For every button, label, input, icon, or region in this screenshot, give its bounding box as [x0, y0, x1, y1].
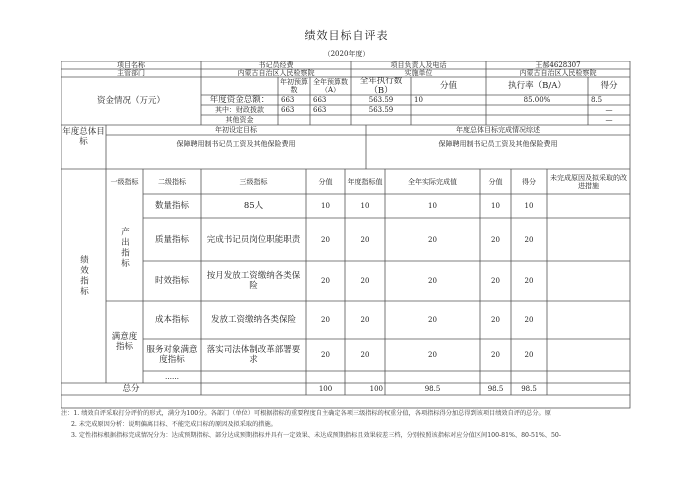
- total-label: 总分: [122, 384, 140, 394]
- row-satisfaction-lvl2: 服务对象满意度指标: [146, 345, 198, 365]
- row-quality-lvl3: 完成书记员岗位职能职责: [206, 234, 301, 245]
- row-timeliness-score: 20: [321, 277, 330, 285]
- total-score2: 98.5: [487, 385, 504, 393]
- funds-row-fiscal-name: 其中：财政拨款: [215, 106, 264, 114]
- row-quantity-lvl3: 85人: [243, 201, 264, 211]
- project-leader-label: 项目负责人及电话: [390, 61, 447, 69]
- footnote-3: 3. 定性指标根据指标完成情况分为：达成预期指标、部分达成预期指标并具有一定效果、未达成预期指标且效果较差三档，分别按照该指标对应分值区间100-81%、80-51%、50-: [71, 432, 561, 439]
- row-timeliness-target: 20: [360, 277, 370, 285]
- output-indicators-label: 产出指标: [119, 226, 130, 269]
- total-score: 100: [318, 385, 333, 393]
- goals-plan-label: 年初设定目标: [215, 126, 257, 134]
- satisfaction-indicators-label: 满意度指标: [111, 332, 138, 352]
- row-satisfaction-actual: 20: [428, 351, 437, 359]
- funds-col-full: 全年预算数（A）: [313, 78, 348, 94]
- footnote-2: 2. 未完成原因分析：说明偏离目标、不能完成目标的原因及拟采取的措施。: [71, 421, 277, 428]
- goals-done-text: 保障聘用制书记员工资及其他保险费用: [438, 140, 558, 148]
- row-quantity-points: 10: [524, 202, 534, 210]
- row-quality-target: 20: [360, 235, 370, 244]
- project-name-value: 书记员经费: [258, 61, 294, 69]
- report-title: 绩效目标自评表: [304, 29, 389, 42]
- hdr-lvl1: 一级指标: [110, 177, 139, 186]
- row-timeliness-actual: 20: [428, 277, 437, 285]
- impl-label: 实施单位: [404, 69, 433, 77]
- row-quality-actual: 20: [428, 235, 437, 244]
- funds-row-fiscal-full: 663: [313, 106, 327, 114]
- funds-row-other-name: 其他资金: [225, 116, 254, 124]
- hdr-points: 得分: [522, 177, 536, 186]
- goals-label: 年度总体目标: [62, 127, 105, 147]
- row-quality-lvl2: 质量指标: [154, 234, 189, 245]
- funds-row-total-name: 年度资金总额：: [209, 95, 270, 105]
- row-quality-score2: 20: [491, 235, 500, 244]
- row-cost-points: 20: [524, 316, 534, 324]
- self-evaluation-table: [61, 61, 631, 411]
- dept-value: 内蒙古自治区人民检察院: [237, 69, 315, 77]
- dept-label: 主管部门: [117, 69, 145, 77]
- goals-plan-text: 保障聘用制书记员工资及其他保险费用: [176, 140, 296, 148]
- hdr-lvl2: 二级指标: [158, 177, 186, 186]
- funds-row-other-points: —: [605, 116, 613, 124]
- hdr-reason: 未完成原因及拟采取的改进措施: [550, 173, 627, 190]
- funds-row-total-rate: 85.00%: [523, 96, 551, 104]
- funds-row-total-score: 10: [414, 96, 423, 104]
- row-quantity-score2: 10: [491, 202, 500, 210]
- footnote-1: 注：1. 绩效自评采取打分评价的形式，满分为100分。各部门（单位）可根据指标的重要程度自主确定各项三级指标的权重分值，各项指标得分加总得到该项目绩效自评的总分。原: [61, 410, 551, 417]
- funds-row-fiscal-points: —: [605, 106, 613, 114]
- funds-col-exec: 全年执行数（B）: [359, 77, 403, 95]
- footnotes: [61, 408, 661, 441]
- row-timeliness-score2: 20: [491, 277, 500, 285]
- row-cost-lvl3: 发放工资缴纳各类保险: [210, 315, 296, 325]
- total-actual: 98.5: [424, 385, 441, 393]
- hdr-actual: 全年实际完成值: [408, 177, 457, 186]
- row-quantity-score: 10: [321, 202, 330, 210]
- hdr-lvl3: 三级指标: [239, 177, 268, 186]
- row-cost-target: 20: [360, 316, 370, 324]
- total-target: 100: [369, 385, 383, 393]
- row-satisfaction-target: 20: [360, 351, 370, 359]
- funds-col-plan: 年初预算数: [280, 78, 308, 94]
- row-quality-points: 20: [524, 235, 534, 244]
- row-quantity-target: 10: [360, 202, 370, 210]
- row-satisfaction-score: 20: [321, 351, 330, 359]
- row-timeliness-lvl2: 时效指标: [154, 276, 189, 286]
- row-quantity-lvl2: 数量指标: [154, 201, 189, 211]
- funds-row-total-exec: 563.59: [368, 96, 394, 104]
- impl-value: 内蒙古自治区人民检察院: [519, 69, 597, 77]
- row-quantity-actual: 10: [428, 202, 437, 210]
- funds-col-rate: 执行率（B/A）: [508, 81, 566, 91]
- row-timeliness-points: 20: [524, 277, 534, 285]
- funds-row-total-points: 8.5: [591, 96, 603, 104]
- row-cost-lvl2: 成本指标: [154, 315, 189, 325]
- row-cost-score2: 20: [491, 316, 500, 324]
- hdr-score: 分值: [318, 177, 333, 186]
- row-quality-score: 20: [321, 235, 330, 244]
- funds-label: 资金情况（万元）: [96, 96, 165, 106]
- indicators-section-label: 绩效指标: [78, 255, 89, 297]
- row-cost-actual: 20: [428, 316, 437, 324]
- row-ellipsis-lvl2: ……: [165, 373, 179, 381]
- goals-done-label: 年度总体目标完成情况综述: [456, 126, 540, 134]
- project-name-label: 项目名称: [117, 61, 145, 69]
- total-points: 98.5: [521, 385, 537, 393]
- funds-row-fiscal-plan: 663: [281, 106, 295, 114]
- hdr-score2: 分值: [488, 177, 503, 186]
- row-satisfaction-score2: 20: [491, 351, 500, 359]
- funds-row-total-plan: 663: [281, 96, 295, 104]
- funds-row-fiscal-exec: 563.59: [368, 106, 394, 114]
- row-satisfaction-lvl3: 落实司法体制改革部署要求: [206, 345, 301, 365]
- row-satisfaction-points: 20: [524, 351, 534, 359]
- row-timeliness-lvl3: 按月发放工资缴纳各类保险: [206, 271, 301, 291]
- hdr-target: 年度指标值: [347, 177, 383, 186]
- report-year: （2020年度）: [323, 50, 370, 58]
- funds-col-score: 分值: [439, 81, 457, 91]
- funds-col-points: 得分: [600, 81, 618, 91]
- funds-row-total-full: 663: [313, 96, 327, 104]
- row-cost-score: 20: [321, 316, 330, 324]
- project-leader-value: 王郝4628307: [535, 61, 581, 69]
